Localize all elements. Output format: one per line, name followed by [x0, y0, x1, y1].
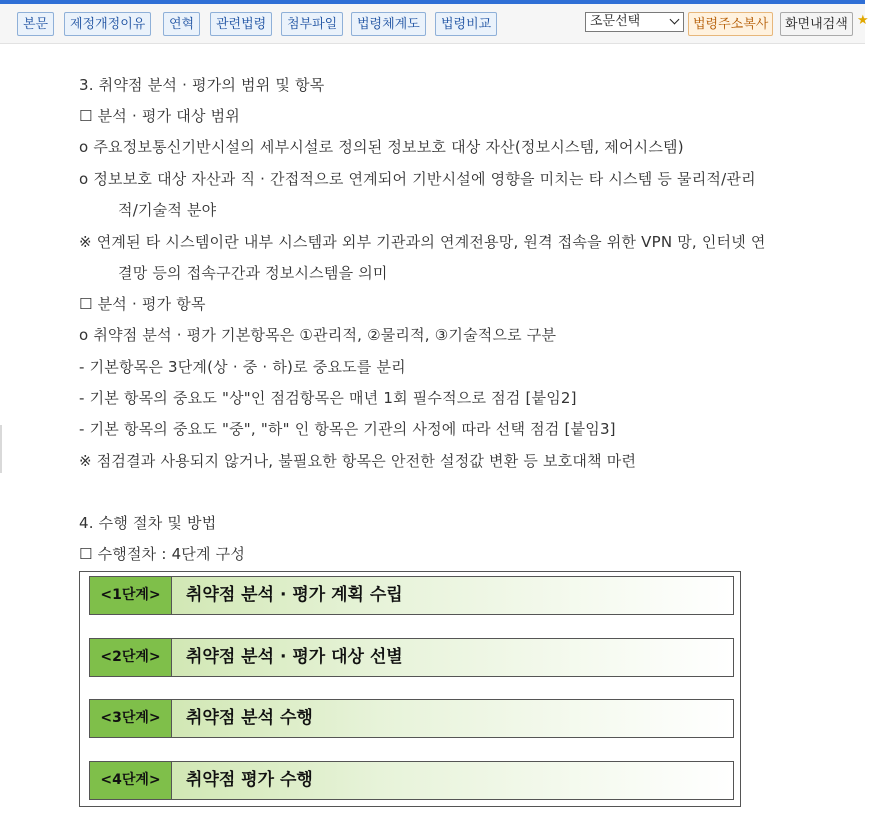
procedure-step [89, 638, 734, 677]
article-select-value: 조문선택 [590, 14, 641, 29]
copy-law-url-button[interactable]: 법령주소복사 [688, 12, 773, 36]
tab-related-laws[interactable]: 관련법령 [210, 12, 272, 36]
step-title: 취약점 평가 수행 [186, 770, 313, 790]
list-item: o 주요정보통신기반시설의 세부시설로 정의된 정보보호 대상 자산(정보시스템, 제어시스템) [79, 138, 684, 156]
step-label: <3단계> [90, 700, 172, 737]
list-item: ☐ 분석 · 평가 대상 범위 [79, 107, 240, 125]
article-select[interactable] [585, 12, 684, 32]
list-item: o 취약점 분석 · 평가 기본항목은 ①관리적, ②물리적, ③기술적으로 구분 [79, 326, 557, 344]
section-heading: 4. 수행 절차 및 방법 [79, 514, 217, 532]
step-title: 취약점 분석 · 평가 계획 수립 [186, 585, 403, 605]
list-item: o 정보보호 대상 자산과 직 · 간접적으로 연계되어 기반시설에 영향을 미치는 타 시스템 등 물리적/관리 [79, 170, 756, 188]
list-item: - 기본항목은 3단계(상 · 중 · 하)로 중요도를 분리 [79, 358, 406, 376]
tab-amendment-reason[interactable]: 제정개정이유 [64, 12, 151, 36]
tab-main-text[interactable]: 본문 [17, 12, 54, 36]
note-item-continued: 결망 등의 접속구간과 정보시스템을 의미 [118, 264, 388, 282]
in-page-search-button[interactable]: 화면내검색 [780, 12, 853, 36]
chevron-down-icon [670, 15, 680, 25]
list-item: - 기본 항목의 중요도 "중", "하" 인 항목은 기관의 사정에 따라 선택 점검 [붙임3] [79, 420, 616, 438]
note-item: ※ 점검결과 사용되지 않거나, 불필요한 항목은 안전한 설정값 변환 등 보호대책 마련 [79, 452, 637, 470]
law-toolbar [0, 4, 869, 44]
star-icon[interactable]: ★ [857, 13, 869, 28]
procedure-step [89, 576, 734, 615]
list-item-continued: 적/기술적 분야 [118, 201, 217, 219]
step-label: <1단계> [90, 577, 172, 614]
tab-law-hierarchy[interactable]: 법령체계도 [351, 12, 426, 36]
procedure-figure [79, 571, 741, 807]
note-item: ※ 연계된 타 시스템이란 내부 시스템과 외부 기관과의 연계전용망, 원격 접속을 위한 VPN 망, 인터넷 연 [79, 233, 766, 251]
list-item: ☐ 분석 · 평가 항목 [79, 295, 206, 313]
step-title: 취약점 분석 수행 [186, 708, 313, 728]
list-item: - 기본 항목의 중요도 "상"인 점검항목은 매년 1회 필수적으로 점검 [붙임2] [79, 389, 577, 407]
section-heading: 3. 취약점 분석 · 평가의 범위 및 항목 [79, 76, 325, 94]
step-title: 취약점 분석 · 평가 대상 선별 [186, 647, 403, 667]
procedure-step [89, 699, 734, 738]
step-label: <2단계> [90, 639, 172, 676]
tab-law-compare[interactable]: 법령비교 [435, 12, 497, 36]
tab-history[interactable]: 연혁 [163, 12, 200, 36]
step-label: <4단계> [90, 762, 172, 799]
tab-attachments[interactable]: 첨부파일 [281, 12, 343, 36]
procedure-step [89, 761, 734, 800]
list-item: ☐ 수행절차 : 4단계 구성 [79, 545, 246, 563]
left-edge-marker [0, 425, 2, 473]
